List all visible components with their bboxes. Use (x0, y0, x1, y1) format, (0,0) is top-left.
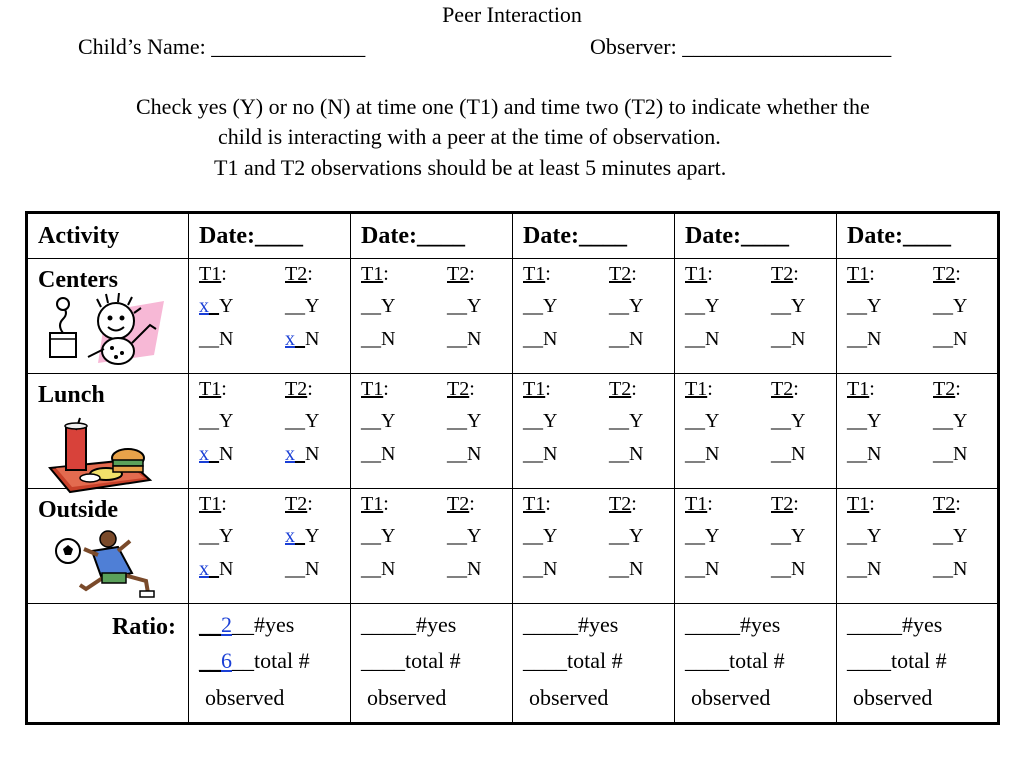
t1-yes-checkbox[interactable]: __Y (361, 410, 396, 432)
t2-no-checkbox[interactable]: __N (447, 328, 482, 350)
observation-cell (189, 374, 351, 489)
t2-label: T2: (771, 493, 799, 515)
jack-in-the-box-child-icon (46, 293, 168, 369)
t2-no-checkbox[interactable]: __N (933, 443, 968, 465)
observation-cell (675, 489, 837, 604)
activity-row-outside (27, 489, 999, 604)
t2-no-checkbox[interactable]: __N (771, 558, 806, 580)
observation-cell (189, 489, 351, 604)
t2-no-checkbox[interactable]: __N (609, 558, 644, 580)
observed-label: observed (367, 685, 447, 710)
activity-cell (27, 374, 189, 489)
t2-no-checkbox[interactable]: __N (933, 328, 968, 350)
t1-no-checkbox-mark: x (199, 558, 209, 580)
t1-label: T1: (523, 263, 551, 285)
t2-label: T2: (447, 263, 475, 285)
t2-yes-checkbox[interactable]: __Y (447, 525, 482, 547)
lunch-tray-icon (46, 416, 168, 499)
t2-yes-checkbox[interactable]: x_Y (285, 525, 320, 547)
t1-label: T1: (685, 378, 713, 400)
t2-no-checkbox[interactable]: __N (447, 443, 482, 465)
t1-no-checkbox[interactable]: __N (847, 443, 882, 465)
t1-yes-checkbox[interactable]: __Y (847, 410, 882, 432)
t1-no-checkbox[interactable]: __N (685, 443, 720, 465)
t1-no-checkbox[interactable]: __N (847, 328, 882, 350)
t2-no-checkbox[interactable]: __N (771, 328, 806, 350)
t1-yes-checkbox[interactable]: __Y (523, 525, 558, 547)
t2-yes-checkbox[interactable]: __Y (771, 295, 806, 317)
t2-yes-checkbox[interactable]: __Y (933, 295, 968, 317)
observed-label: observed (691, 685, 771, 710)
ratio-cell[interactable] (189, 604, 351, 724)
observation-cell (837, 489, 999, 604)
ratio-cell[interactable] (513, 604, 675, 724)
t2-yes-checkbox[interactable]: __Y (609, 525, 644, 547)
yes-count: __2__#yes (199, 612, 295, 637)
activity-row-centers (27, 259, 999, 374)
t2-yes-checkbox[interactable]: __Y (285, 295, 320, 317)
lunch-tray-icon (46, 416, 168, 494)
soccer-player-icon (46, 529, 168, 612)
activity-header: Activity (27, 213, 189, 259)
activity-cell (27, 259, 189, 374)
t1-yes-checkbox[interactable]: __Y (199, 410, 234, 432)
t1-label: T1: (199, 263, 227, 285)
t1-label: T1: (847, 378, 875, 400)
t1-yes-checkbox-mark: x (199, 295, 209, 317)
activity-cell (27, 489, 189, 604)
soccer-player-icon (46, 529, 168, 607)
t2-no-checkbox-mark: x (285, 443, 295, 465)
t2-label: T2: (609, 493, 637, 515)
total-count: ____total # (361, 648, 461, 673)
t1-yes-checkbox[interactable]: __Y (361, 295, 396, 317)
t1-label: T1: (199, 378, 227, 400)
t1-yes-checkbox[interactable]: __Y (361, 525, 396, 547)
t1-no-checkbox-mark: x (199, 443, 209, 465)
t1-no-checkbox[interactable]: __N (361, 558, 396, 580)
ratio-label: Ratio: (112, 614, 176, 640)
jack-in-the-box-child-icon (46, 293, 168, 374)
date-header[interactable]: Date:____ (837, 213, 999, 259)
t1-no-checkbox[interactable]: __N (847, 558, 882, 580)
t1-yes-checkbox[interactable]: __Y (685, 295, 720, 317)
t1-no-checkbox[interactable]: __N (685, 558, 720, 580)
t1-label: T1: (361, 263, 389, 285)
observation-cell (513, 259, 675, 374)
t2-label: T2: (447, 493, 475, 515)
total-count: ____total # (847, 648, 947, 673)
t2-yes-checkbox[interactable]: __Y (933, 525, 968, 547)
child-name-field[interactable]: Child’s Name: ______________ (78, 34, 366, 59)
t2-no-checkbox[interactable]: __N (609, 443, 644, 465)
instructions-line-2: child is interacting with a peer at the time of observation. (218, 124, 721, 149)
t1-label: T1: (361, 493, 389, 515)
t1-label: T1: (847, 493, 875, 515)
observation-cell (513, 489, 675, 604)
t1-yes-checkbox[interactable]: __Y (523, 295, 558, 317)
t1-no-checkbox[interactable]: __N (685, 328, 720, 350)
date-header[interactable]: Date:____ (675, 213, 837, 259)
t1-no-checkbox[interactable]: __N (361, 328, 396, 350)
observation-cell (513, 374, 675, 489)
ratio-cell[interactable] (351, 604, 513, 724)
t2-yes-checkbox[interactable]: __Y (933, 410, 968, 432)
t1-yes-checkbox[interactable]: __Y (847, 525, 882, 547)
t2-yes-checkbox-mark: x (285, 525, 295, 547)
t2-no-checkbox[interactable]: __N (447, 558, 482, 580)
observation-cell (351, 374, 513, 489)
t2-no-checkbox[interactable]: x_N (285, 328, 320, 350)
t2-label: T2: (771, 263, 799, 285)
observation-cell (837, 259, 999, 374)
header-row (27, 213, 999, 259)
date-header[interactable]: Date:____ (351, 213, 513, 259)
observed-label: observed (529, 685, 609, 710)
page-title: Peer Interaction (442, 2, 582, 27)
t2-label: T2: (933, 378, 961, 400)
t1-no-checkbox[interactable]: __N (523, 558, 558, 580)
date-header[interactable]: Date:____ (513, 213, 675, 259)
instructions-line-3: T1 and T2 observations should be at least 5 minutes apart. (214, 155, 727, 180)
ratio-label-cell (27, 604, 189, 724)
t2-yes-checkbox[interactable]: __Y (285, 410, 320, 432)
t1-no-checkbox[interactable]: __N (523, 443, 558, 465)
t1-yes-checkbox[interactable]: __Y (199, 525, 234, 547)
ratio-cell[interactable] (675, 604, 837, 724)
t2-yes-checkbox[interactable]: __Y (771, 410, 806, 432)
yes-count: _____#yes (685, 612, 781, 637)
ratio-cell[interactable] (837, 604, 999, 724)
t2-label: T2: (285, 493, 313, 515)
observation-cell (351, 259, 513, 374)
observer-field[interactable]: Observer: ___________________ (590, 34, 892, 59)
t1-label: T1: (523, 493, 551, 515)
t2-label: T2: (609, 263, 637, 285)
observed-label: observed (853, 685, 933, 710)
t1-yes-checkbox[interactable]: __Y (847, 295, 882, 317)
observation-cell (351, 489, 513, 604)
t1-no-checkbox[interactable]: __N (523, 328, 558, 350)
t2-label: T2: (771, 378, 799, 400)
t2-no-checkbox[interactable]: __N (285, 558, 320, 580)
t2-label: T2: (933, 263, 961, 285)
t1-label: T1: (361, 378, 389, 400)
yes-count: _____#yes (361, 612, 457, 637)
total-count: ____total # (685, 648, 785, 673)
t2-label: T2: (285, 263, 313, 285)
observation-cell (675, 259, 837, 374)
t1-yes-checkbox[interactable]: __Y (685, 525, 720, 547)
yes-count: _____#yes (523, 612, 619, 637)
total-count: __6__total # (199, 648, 310, 673)
t2-yes-checkbox[interactable]: __Y (447, 410, 482, 432)
t1-yes-checkbox[interactable]: __Y (685, 410, 720, 432)
activity-label: Centers (38, 267, 118, 293)
yes-count: _____#yes (847, 612, 943, 637)
t2-no-checkbox[interactable]: __N (771, 443, 806, 465)
activity-label: Outside (38, 497, 119, 523)
date-header[interactable]: Date:____ (189, 213, 351, 259)
t1-label: T1: (685, 263, 713, 285)
activity-row-lunch (27, 374, 999, 489)
t1-label: T1: (199, 493, 227, 515)
t2-no-checkbox[interactable]: x_N (285, 443, 320, 465)
t2-label: T2: (933, 493, 961, 515)
t1-no-checkbox[interactable]: x_N (199, 558, 234, 580)
t2-label: T2: (285, 378, 313, 400)
t1-label: T1: (685, 493, 713, 515)
t1-label: T1: (847, 263, 875, 285)
activity-label: Lunch (38, 382, 105, 408)
observation-cell (675, 374, 837, 489)
t2-no-checkbox[interactable]: __N (933, 558, 968, 580)
t1-label: T1: (523, 378, 551, 400)
t2-yes-checkbox[interactable]: __Y (609, 295, 644, 317)
instructions-line-1: Check yes (Y) or no (N) at time one (T1) and time two (T2) to indicate whether the (136, 94, 870, 119)
t1-yes-checkbox[interactable]: __Y (523, 410, 558, 432)
observation-cell (189, 259, 351, 374)
t1-yes-checkbox[interactable]: x_Y (199, 295, 234, 317)
t1-no-checkbox[interactable]: __N (199, 328, 234, 350)
total-count: ____total # (523, 648, 623, 673)
ratio-row (27, 604, 999, 724)
observation-cell (837, 374, 999, 489)
t1-no-checkbox[interactable]: x_N (199, 443, 234, 465)
t2-label: T2: (609, 378, 637, 400)
t2-yes-checkbox[interactable]: __Y (447, 295, 482, 317)
t2-no-checkbox-mark: x (285, 328, 295, 350)
t2-label: T2: (447, 378, 475, 400)
observed-label: observed (205, 685, 285, 710)
t2-yes-checkbox[interactable]: __Y (609, 410, 644, 432)
t2-yes-checkbox[interactable]: __Y (771, 525, 806, 547)
observation-table (25, 211, 1000, 725)
t1-no-checkbox[interactable]: __N (361, 443, 396, 465)
t2-no-checkbox[interactable]: __N (609, 328, 644, 350)
